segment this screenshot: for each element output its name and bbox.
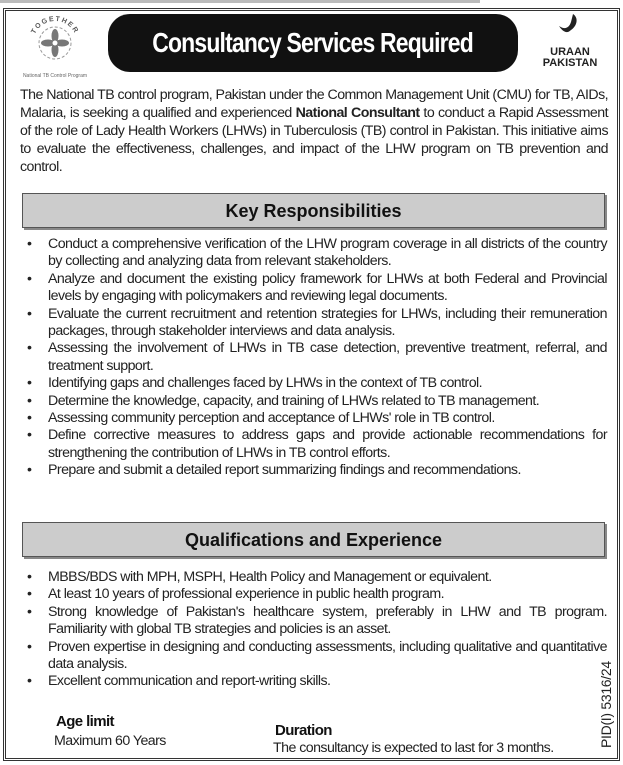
key-responsibilities-heading: Key Responsibilities xyxy=(22,193,605,228)
list-item: • At least 10 years of professional experience in public health program. xyxy=(22,586,607,603)
list-item: • Prepare and submit a detailed report summarizing findings and recommendations. xyxy=(22,462,607,479)
list-item: • MBBS/BDS with MPH, MSPH, Health Policy and Management or equivalent. xyxy=(22,569,607,586)
pid-code: PID(I) 5316/24 xyxy=(598,661,614,748)
list-item: • Identifying gaps and challenges faced by LHWs in the context of TB control. xyxy=(22,375,607,392)
duration-value: The consultancy is expected to last for 3 months. xyxy=(273,740,554,756)
list-item: • Assessing the involvement of LHWs in TB case detection, preventive treatment, referral, and treatment support. xyxy=(22,340,607,375)
list-item: • Analyze and document the existing policy framework for LHWs at both Federal and Provincial levels by engaging with policymakers and reviewing legal documents. xyxy=(22,271,607,306)
age-limit-label: Age limit xyxy=(56,713,114,730)
responsibilities-list xyxy=(22,236,607,480)
intro-paragraph: The National TB control program, Pakistan under the Common Management Unit (CMU) for TB, AIDs, Malaria, is seeking a qualified and experienced National Consultant to conduct a Rapid Assessment of the role of Lady Health Workers (LHWs) in Tuberculosis (TB) control in Pakistan. This initiative aims to evaluate the effectiveness, challenges, and impact of the LHW program on TB prevention and control. xyxy=(20,87,608,175)
list-item: • Excellent communication and report-writing skills. xyxy=(22,673,607,690)
uraan-pakistan-logo xyxy=(530,12,610,78)
logo-text-2: PAKISTAN xyxy=(542,57,598,69)
ntp-logo xyxy=(18,14,92,78)
list-item: • Assessing community perception and acceptance of LHWs' role in TB control. xyxy=(22,410,607,427)
ntp-logo-caption: National TB Control Program xyxy=(22,73,88,79)
position-title: National Consultant xyxy=(295,105,420,121)
duration-label: Duration xyxy=(275,722,332,739)
age-limit-value: Maximum 60 Years xyxy=(54,733,166,749)
bird-icon xyxy=(555,12,585,42)
ntp-logo-ring-text: TOGETHER xyxy=(30,15,80,36)
list-item: • Determine the knowledge, capacity, and training of LHWs related to TB management. xyxy=(22,393,607,410)
list-item: • Define corrective measures to address gaps and provide actionable recommendations for strengthening the contribution of LHWs in TB control efforts. xyxy=(22,427,607,462)
qualifications-heading: Qualifications and Experience xyxy=(22,522,605,557)
top-rule xyxy=(0,0,480,3)
list-item: • Strong knowledge of Pakistan's healthcare system, preferably in LHW and TB program. Familiarity with global TB strategies and policies is an asset. xyxy=(22,604,607,639)
page-title: Consultancy Services Required xyxy=(108,14,518,72)
list-item: • Proven expertise in designing and conducting assessments, including qualitative and quantitative data analysis. xyxy=(22,639,607,674)
list-item: • Conduct a comprehensive verification of the LHW program coverage in all districts of the country by collecting and analyzing data from relevant stakeholders. xyxy=(22,236,607,271)
list-item: • Evaluate the current recruitment and retention strategies for LHWs, including their remuneration packages, through stakeholder interviews and data analysis. xyxy=(22,306,607,341)
flower-icon xyxy=(25,14,85,68)
qualifications-list xyxy=(22,569,607,691)
logo-text-1: URAAN xyxy=(550,46,590,58)
